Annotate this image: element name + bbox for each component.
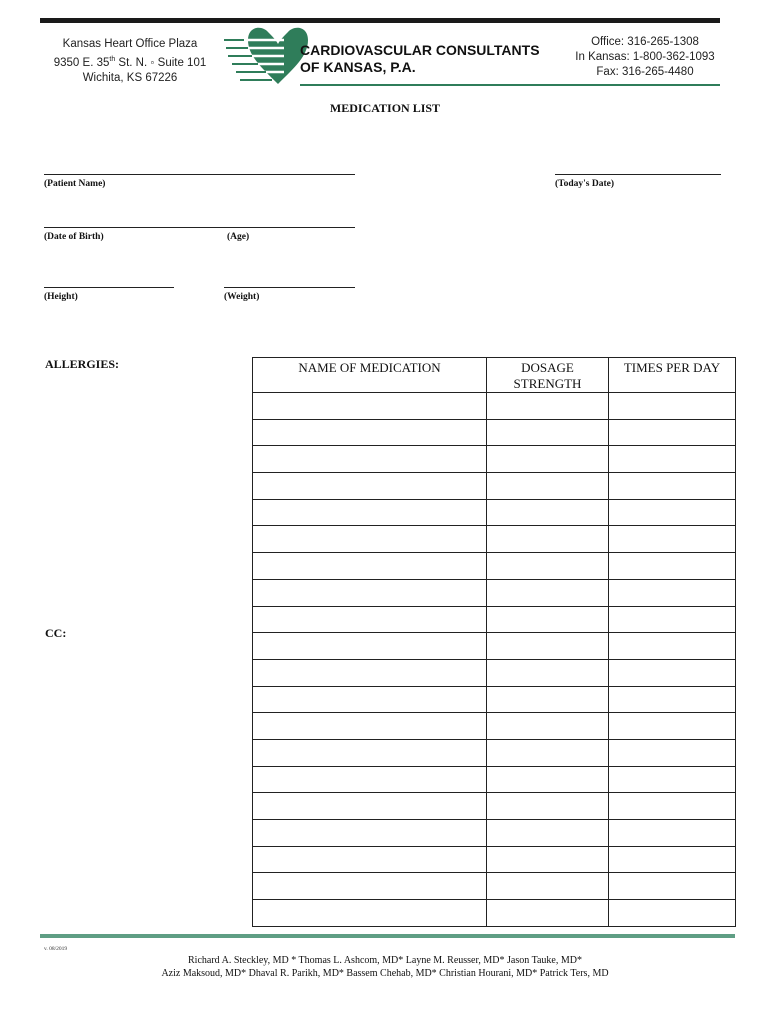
dosage-cell[interactable] — [487, 473, 609, 500]
doctors-line1: Richard A. Steckley, MD * Thomas L. Ashcom, MD* Layne M. Reusser, MD* Jason Tauke, MD* — [188, 955, 582, 966]
medication-cell[interactable] — [253, 579, 487, 606]
table-row — [253, 499, 736, 526]
times-cell[interactable] — [609, 900, 736, 927]
table-row — [253, 553, 736, 580]
table-row — [253, 686, 736, 713]
todays-date-label: (Today's Date) — [555, 179, 615, 189]
header-rule — [300, 84, 720, 86]
version-label: v. 08/2019 — [44, 946, 68, 952]
table-row — [253, 633, 736, 660]
heart-logo-icon — [222, 26, 308, 88]
doctors-list — [0, 954, 770, 980]
times-cell[interactable] — [609, 553, 736, 580]
patient-name-label: (Patient Name) — [44, 179, 106, 189]
times-cell[interactable] — [609, 446, 736, 473]
times-cell[interactable] — [609, 873, 736, 900]
dosage-cell[interactable] — [487, 846, 609, 873]
practice-name-line2: OF KANSAS, P.A. — [300, 59, 416, 75]
col-header-dosage: DOSAGE STRENGTH — [487, 358, 609, 393]
medication-cell[interactable] — [253, 766, 487, 793]
table-row — [253, 820, 736, 847]
dosage-cell[interactable] — [487, 873, 609, 900]
age-label: (Age) — [227, 232, 250, 242]
top-border — [40, 18, 720, 23]
in-kansas-phone: In Kansas: 1-800-362-1093 — [575, 51, 715, 63]
allergies-label: ALLERGIES: — [45, 357, 120, 371]
col-header-medication: NAME OF MEDICATION — [253, 358, 487, 393]
dosage-cell[interactable] — [487, 393, 609, 420]
times-cell[interactable] — [609, 820, 736, 847]
todays-date-field[interactable] — [555, 174, 721, 175]
table-row — [253, 579, 736, 606]
table-row — [253, 873, 736, 900]
dosage-cell[interactable] — [487, 446, 609, 473]
table-row — [253, 659, 736, 686]
address-line1: Kansas Heart Office Plaza — [62, 38, 198, 50]
table-row — [253, 713, 736, 740]
times-cell[interactable] — [609, 713, 736, 740]
footer-rule — [40, 934, 735, 938]
table-row — [253, 393, 736, 420]
col-header-times: TIMES PER DAY — [609, 358, 736, 393]
office-phone: Office: 316-265-1308 — [591, 36, 699, 48]
medication-cell[interactable] — [253, 446, 487, 473]
times-cell[interactable] — [609, 393, 736, 420]
medication-cell[interactable] — [253, 713, 487, 740]
times-cell[interactable] — [609, 419, 736, 446]
office-address — [50, 37, 210, 86]
dosage-cell[interactable] — [487, 739, 609, 766]
dosage-cell[interactable] — [487, 900, 609, 927]
times-cell[interactable] — [609, 499, 736, 526]
dosage-cell[interactable] — [487, 579, 609, 606]
dosage-cell[interactable] — [487, 499, 609, 526]
medication-cell[interactable] — [253, 393, 487, 420]
times-cell[interactable] — [609, 473, 736, 500]
fax-number: Fax: 316-265-4480 — [596, 66, 694, 78]
patient-name-field[interactable] — [44, 174, 355, 175]
dosage-cell[interactable] — [487, 766, 609, 793]
page-title: MEDICATION LIST — [329, 101, 441, 115]
table-row — [253, 526, 736, 553]
medication-cell[interactable] — [253, 606, 487, 633]
dosage-cell[interactable] — [487, 820, 609, 847]
practice-name — [300, 42, 540, 76]
medication-cell[interactable] — [253, 846, 487, 873]
medication-cell[interactable] — [253, 820, 487, 847]
address-line3: Wichita, KS 67226 — [82, 71, 178, 84]
date-of-birth-label: (Date of Birth) — [44, 232, 104, 242]
dosage-cell[interactable] — [487, 633, 609, 660]
medication-cell[interactable] — [253, 499, 487, 526]
medication-cell[interactable] — [253, 473, 487, 500]
cc-label: CC: — [45, 626, 67, 640]
dosage-cell[interactable] — [487, 713, 609, 740]
table-row — [253, 793, 736, 820]
height-field[interactable] — [44, 287, 174, 288]
doctors-line2: Aziz Maksoud, MD* Dhaval R. Parikh, MD* Bassem Chehab, MD* Christian Hourani, MD* Patrick Ters, MD — [161, 968, 609, 979]
medication-cell[interactable] — [253, 793, 487, 820]
table-row — [253, 419, 736, 446]
times-cell[interactable] — [609, 766, 736, 793]
table-row — [253, 900, 736, 927]
practice-name-line1: CARDIOVASCULAR CONSULTANTS — [300, 42, 540, 58]
medication-cell[interactable] — [253, 873, 487, 900]
times-cell[interactable] — [609, 793, 736, 820]
times-cell[interactable] — [609, 739, 736, 766]
table-row — [253, 606, 736, 633]
medication-cell[interactable] — [253, 526, 487, 553]
medication-cell[interactable] — [253, 900, 487, 927]
table-header-row — [253, 358, 736, 393]
times-cell[interactable] — [609, 579, 736, 606]
table-row — [253, 766, 736, 793]
dosage-cell[interactable] — [487, 686, 609, 713]
dosage-cell[interactable] — [487, 793, 609, 820]
times-cell[interactable] — [609, 526, 736, 553]
times-cell[interactable] — [609, 846, 736, 873]
times-cell[interactable] — [609, 633, 736, 660]
dosage-cell[interactable] — [487, 526, 609, 553]
weight-field[interactable] — [224, 287, 355, 288]
weight-label: (Weight) — [224, 292, 260, 302]
medication-cell[interactable] — [253, 659, 487, 686]
medication-table — [252, 357, 736, 927]
medication-cell[interactable] — [253, 419, 487, 446]
table-row — [253, 846, 736, 873]
medication-cell[interactable] — [253, 553, 487, 580]
dosage-cell[interactable] — [487, 606, 609, 633]
date-of-birth-field[interactable] — [44, 227, 355, 228]
times-cell[interactable] — [609, 686, 736, 713]
medication-cell[interactable] — [253, 633, 487, 660]
dosage-cell[interactable] — [487, 553, 609, 580]
times-cell[interactable] — [609, 659, 736, 686]
height-label: (Height) — [44, 292, 78, 302]
table-row — [253, 473, 736, 500]
contact-info — [560, 35, 730, 80]
dosage-cell[interactable] — [487, 659, 609, 686]
address-line2: 9350 E. 35th St. N. ◦ Suite 101 — [53, 56, 207, 69]
medication-cell[interactable] — [253, 739, 487, 766]
table-row — [253, 739, 736, 766]
dosage-cell[interactable] — [487, 419, 609, 446]
table-row — [253, 446, 736, 473]
times-cell[interactable] — [609, 606, 736, 633]
medication-cell[interactable] — [253, 686, 487, 713]
